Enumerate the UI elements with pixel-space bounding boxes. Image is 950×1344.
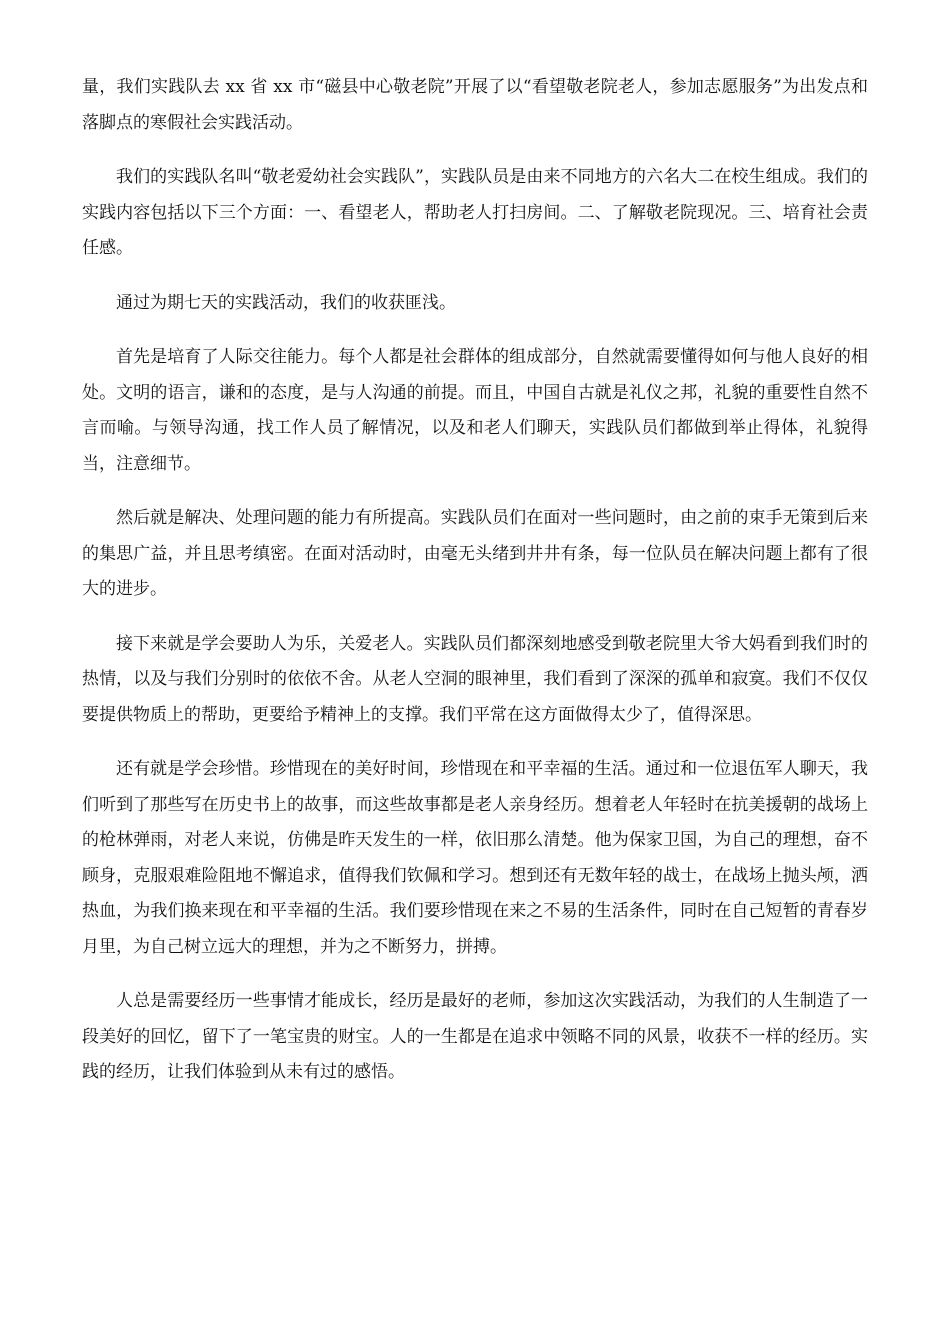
paragraph-team-introduction: 我们的实践队名叫“敬老爱幼社会实践队”，实践队员是由来不同地方的六名大二在校生组成。我们的实践内容包括以下三个方面：一、看望老人，帮助老人打扫房间。二、了解敬老院现况。三、培育社会责任感。 [82, 167, 868, 258]
paragraph-caring-elderly: 接下来就是学会要助人为乐，关爱老人。实践队员们都深刻地感受到敬老院里大爷大妈看到我们时的热情，以及与我们分别时的依依不舍。从老人空洞的眼神里，我们看到了深深的孤单和寂寞。我们不仅仅要提供物质上的帮助，更要给予精神上的支撑。我们平常在这方面做得太少了，值得深思。 [82, 633, 868, 725]
paragraph-problem-solving: 然后就是解决、处理问题的能力有所提高。实践队员们在面对一些问题时，由之前的束手无策到后来的集思广益，并且思考缜密。在面对活动时，由毫无头绪到井井有条，每一位队员在解决问题上都有了很大的进步。 [82, 508, 868, 599]
paragraph-summary: 通过为期七天的实践活动，我们的收获匪浅。 [116, 292, 456, 313]
paragraph-communication-skills: 首先是培育了人际交往能力。每个人都是社会群体的组成部分，自然就需要懂得如何与他人良好的相处。文明的语言，谦和的态度，是与人沟通的前提。而且，中国自古就是礼仪之邦，礼貌的重要性自然不言而喻。与领导沟通，找工作人员了解情况，以及和老人们聊天，实践队员们都做到举止得体，礼貌得当，注意细节。 [82, 347, 868, 474]
document-body [82, 70, 868, 1110]
paragraph-continued-intro: 量，我们实践队去 xx 省 xx 市“磁县中心敬老院”开展了以“看望敬老院老人，参加志愿服务”为出发点和落脚点的寒假社会实践活动。 [82, 77, 868, 133]
paragraph-conclusion: 人总是需要经历一些事情才能成长，经历是最好的老师，参加这次实践活动，为我们的人生制造了一段美好的回忆，留下了一笔宝贵的财宝。人的一生都是在追求中领略不同的风景，收获不一样的经历。实践的经历，让我们体验到从未有过的感悟。 [82, 991, 868, 1082]
paragraph-cherish-life: 还有就是学会珍惜。珍惜现在的美好时间，珍惜现在和平幸福的生活。通过和一位退伍军人聊天，我们听到了那些写在历史书上的故事，而这些故事都是老人亲身经历。想着老人年轻时在抗美援朝的战场上的枪林弹雨，对老人来说，仿佛是昨天发生的一样，依旧那么清楚。他为保家卫国，为自己的理想，奋不顾身，克服艰难险阻地不懈追求，值得我们钦佩和学习。想到还有无数年轻的战士，在战场上抛头颅，洒热血，为我们换来现在和平幸福的生活。我们要珍惜现在来之不易的生活条件，同时在自己短暂的青春岁月里，为自己树立远大的理想，并为之不断努力，拼搏。 [82, 759, 868, 957]
